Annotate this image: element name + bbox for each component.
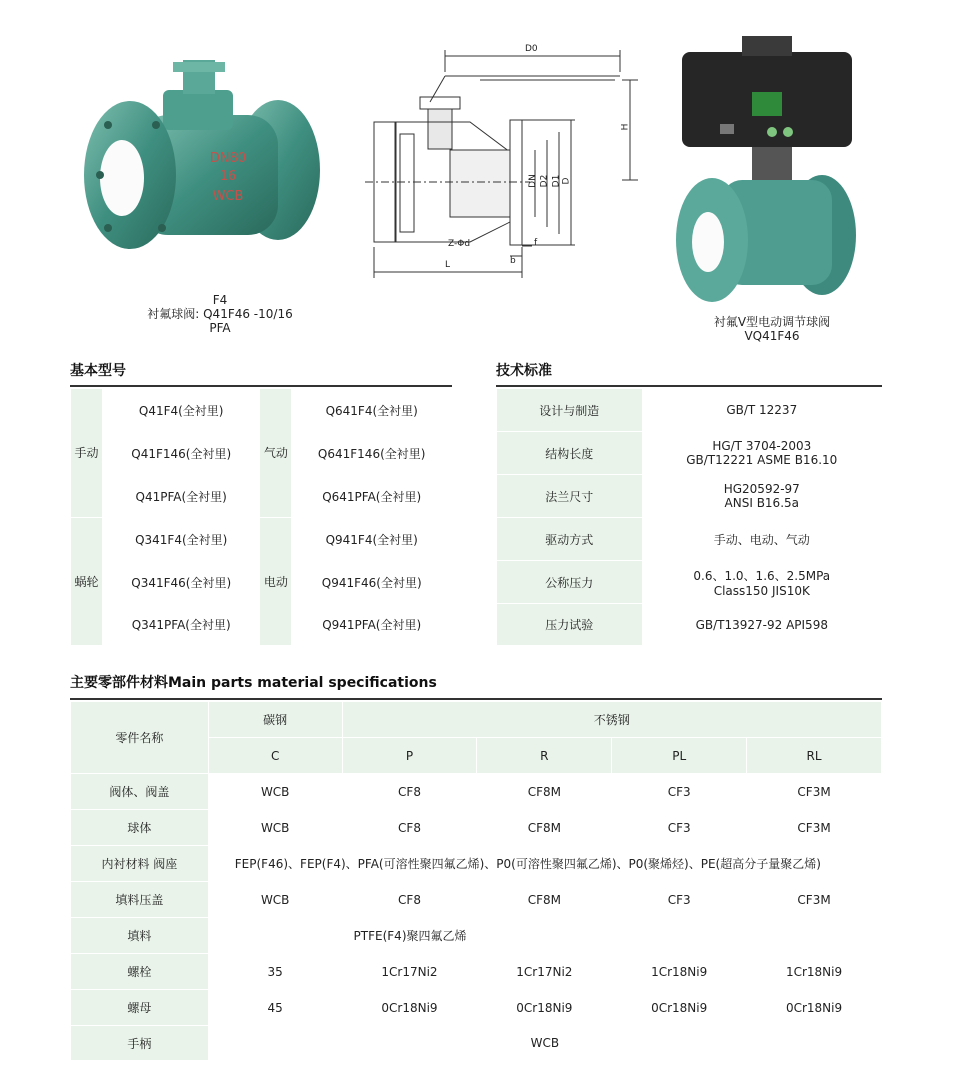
valve2-caption-line2: VQ41F46 [744,329,800,343]
valve1-caption-line3: PFA [209,321,231,335]
standard-value: HG20592-97 ANSI B16.5a [642,475,881,518]
dim-label-d: D [561,177,572,185]
standard-value: HG/T 3704-2003 GB/T12221 ASME B16.10 [642,432,881,475]
valve2-caption-line1: 衬氟V型电动调节球阀 [713,315,831,329]
standard-value: 0.6、1.0、1.6、2.5MPa Class150 JIS10K [642,561,881,604]
header-code: P [342,738,477,774]
group-label-electric: 电动 [260,518,292,646]
casting-mark-pn: 16 [219,169,237,184]
casting-mark-dn: DN80 [209,151,247,166]
table-row: 填料压盖 WCB CF8 CF8M CF3 CF3M [71,882,882,918]
standard-label: 公称压力 [497,561,643,604]
model-cell: Q941F46(全衬里) [292,561,452,604]
tech-standards-title: 技术标准 [496,363,552,379]
table-row: 内衬材料 阀座 FEP(F46)、FEP(F4)、PFA(可溶性聚四氟乙烯)、P0(可溶性聚四氟乙烯)、P0(聚烯烃)、PE(超高分子量聚乙烯) [71,846,882,882]
dim-label-bolt: Z-Φd [448,239,471,249]
dim-label-dn: DN [527,174,538,188]
header-code: R [477,738,612,774]
model-cell: Q641F146(全衬里) [292,432,452,475]
model-cell: Q941PFA(全衬里) [292,604,452,646]
dim-label-b: b [510,256,516,266]
dim-label-d0: D0 [525,44,538,54]
model-cell: Q641F4(全衬里) [292,389,452,432]
dim-label-d2: D2 [539,174,550,188]
materials-title: 主要零部件材料Main parts material specifications [70,675,437,691]
header-carbon-steel: 碳钢 [208,702,342,738]
valve-section-drawing [360,42,650,282]
materials-table [70,701,882,1061]
table-row: 手柄 WCB [71,1026,882,1061]
tech-standards-table [496,388,882,646]
basic-models-title: 基本型号 [70,363,126,379]
casting-mark-material: WCB [212,189,244,204]
table-row: 填料 PTFE(F4)聚四氟乙烯 [71,918,882,954]
header-part-name: 零件名称 [71,702,209,774]
model-cell: Q41F4(全衬里) [102,389,260,432]
model-cell: Q341F46(全衬里) [102,561,260,604]
table-row: 球体 WCB CF8 CF8M CF3 CF3M [71,810,882,846]
basic-models-table [70,388,452,646]
tech-standards-rule [496,385,882,387]
header-code: PL [612,738,747,774]
valve-photo-manual [78,50,328,280]
standard-label: 结构长度 [497,432,643,475]
model-cell: Q641PFA(全衬里) [292,475,452,518]
materials-rule [70,698,882,700]
table-row: 阀体、阀盖 WCB CF8 CF8M CF3 CF3M [71,774,882,810]
standard-label: 法兰尺寸 [497,475,643,518]
valve1-caption [120,293,320,335]
table-row: 螺母 45 0Cr18Ni9 0Cr18Ni9 0Cr18Ni9 0Cr18Ni9 [71,990,882,1026]
group-label-manual: 手动 [71,389,103,518]
standard-label: 设计与制造 [497,389,643,432]
standard-label: 压力试验 [497,604,643,646]
header-stainless-steel: 不锈钢 [342,702,881,738]
valve2-caption [672,315,872,343]
model-cell: Q41F146(全衬里) [102,432,260,475]
model-cell: Q941F4(全衬里) [292,518,452,561]
standard-value: GB/T 12237 [642,389,881,432]
model-cell: Q341PFA(全衬里) [102,604,260,646]
dim-label-l: L [445,260,451,270]
dim-label-h: H [620,123,631,131]
model-cell: Q341F4(全衬里) [102,518,260,561]
dim-label-f: f [534,238,538,248]
model-cell: Q41PFA(全衬里) [102,475,260,518]
header-code: C [208,738,342,774]
header-code: RL [747,738,882,774]
group-label-pneumatic: 气动 [260,389,292,518]
valve1-caption-line2: 衬氟球阀: Q41F46 -10/16 [147,307,293,321]
table-row: 螺栓 35 1Cr17Ni2 1Cr17Ni2 1Cr18Ni9 1Cr18Ni9 [71,954,882,990]
basic-models-rule [70,385,452,387]
valve-photo-electric [672,30,872,305]
dim-label-d1: D1 [551,174,562,188]
standard-value: GB/T13927-92 API598 [642,604,881,646]
standard-value: 手动、电动、气动 [642,518,881,561]
valve1-caption-line1: F4 [212,293,228,307]
standard-label: 驱动方式 [497,518,643,561]
group-label-worm: 蜗轮 [71,518,103,646]
